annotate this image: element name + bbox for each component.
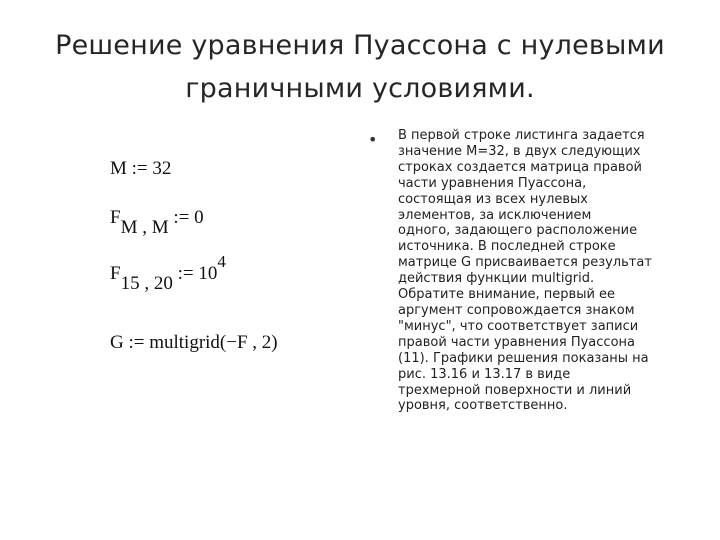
paragraph-line: трехмерной поверхности и линий [398, 382, 632, 398]
paragraph-line: строках создается матрица правой [398, 159, 642, 175]
assign-operator: := [173, 207, 190, 228]
listing-line-1 [110, 159, 171, 178]
assign-operator: := [131, 158, 148, 179]
paragraph-line: уровня, соответственно. [398, 398, 568, 414]
paragraph-line: аргумент сопровождается знаком [398, 302, 635, 318]
listing-superscript: 4 [217, 252, 226, 271]
bullet-icon: • [368, 130, 378, 149]
paragraph-line: части уравнения Пуассона, [398, 175, 587, 191]
paragraph-line: рис. 13.16 и 13.17 в виде [398, 366, 571, 382]
listing-value: 0 [194, 207, 204, 228]
paragraph-line: значение М=32, в двух следующих [398, 143, 641, 159]
bullet-paragraph [398, 128, 710, 414]
paragraph-line: (11). Графики решения показаны на [398, 350, 649, 366]
paragraph-line: правой части уравнения Пуассона [398, 334, 635, 350]
listing-line-3 [110, 252, 226, 294]
paragraph-line: матрице G присваивается результат [398, 255, 652, 271]
paragraph-line: "минус", что соответствует записи [398, 318, 639, 334]
listing-value: 32 [152, 158, 172, 179]
listing-var-f: F [110, 263, 121, 284]
listing-var-f: F [110, 207, 121, 228]
listing-var-m: M [110, 158, 127, 179]
assign-operator: := [177, 263, 194, 284]
paragraph-line: Обратите внимание, первый ее [398, 287, 616, 303]
listing-subscript: M , M [120, 217, 169, 238]
slide-title-line-1: Решение уравнения Пуассона с нулевыми [55, 30, 665, 61]
listing-line-2 [110, 207, 204, 238]
listing-subscript: 15 , 20 [120, 273, 173, 294]
slide-title-line-2: граничными условиями. [185, 73, 535, 104]
listing-value: 10 [198, 263, 218, 284]
paragraph-line: источника. В последней строке [398, 239, 616, 255]
paragraph-line: одного, задающего расположение [398, 223, 638, 239]
paragraph-line: действия функции multigrid. [398, 271, 595, 287]
listing-line-4: G := multigrid(−F , 2) [110, 332, 278, 353]
paragraph-line: состоящая из всех нулевых [398, 191, 589, 207]
paragraph-line: В первой строке листинга задается [398, 128, 645, 143]
paragraph-line: элементов, за исключением [398, 207, 592, 223]
